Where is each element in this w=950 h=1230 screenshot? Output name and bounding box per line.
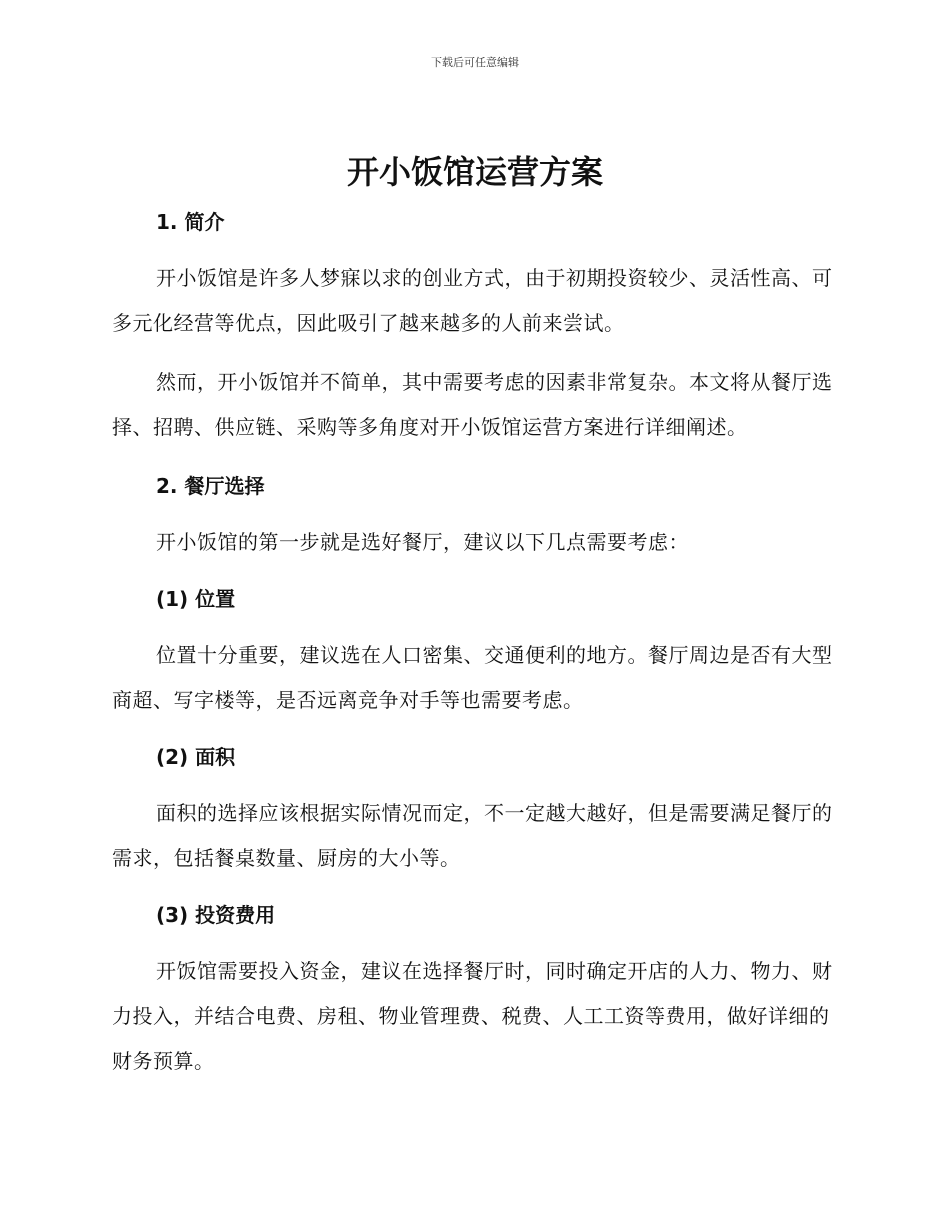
paragraph-location-1: 位置十分重要，建议选在人口密集、交通便利的地方。餐厅周边是否有大型商超、写字楼等，是否远离竞争对手等也需要考虑。 [112,643,833,712]
document-title: 开小饭馆运营方案 [346,153,603,191]
header-note: 下载后可任意编辑 [431,56,519,69]
section-heading-intro: 1. 简介 [156,210,225,234]
paragraph-cost-1: 开饭馆需要投入资金，建议在选择餐厅时，同时确定开店的人力、物力、财力投入，并结合电费、房租、物业管理费、税费、人工工资等费用，做好详细的财务预算。 [112,959,833,1073]
paragraph-intro-1: 开小饭馆是许多人梦寐以求的创业方式，由于初期投资较少、灵活性高、可多元化经营等优点，因此吸引了越来越多的人前来尝试。 [112,266,833,335]
section-heading-area: (2) 面积 [156,745,236,769]
section-heading-cost: (3) 投资费用 [156,903,276,927]
document-body [112,200,838,1084]
section-heading-location: (1) 位置 [156,587,236,611]
paragraph-area-1: 面积的选择应该根据实际情况而定，不一定越大越好，但是需要满足餐厅的需求，包括餐桌数量、厨房的大小等。 [112,801,833,870]
paragraph-restaurant-1: 开小饭馆的第一步就是选好餐厅，建议以下几点需要考虑： [156,530,689,554]
paragraph-intro-2: 然而，开小饭馆并不简单，其中需要考虑的因素非常复杂。本文将从餐厅选择、招聘、供应链、采购等多角度对开小饭馆运营方案进行详细阐述。 [112,370,833,439]
section-heading-restaurant: 2. 餐厅选择 [156,474,265,498]
